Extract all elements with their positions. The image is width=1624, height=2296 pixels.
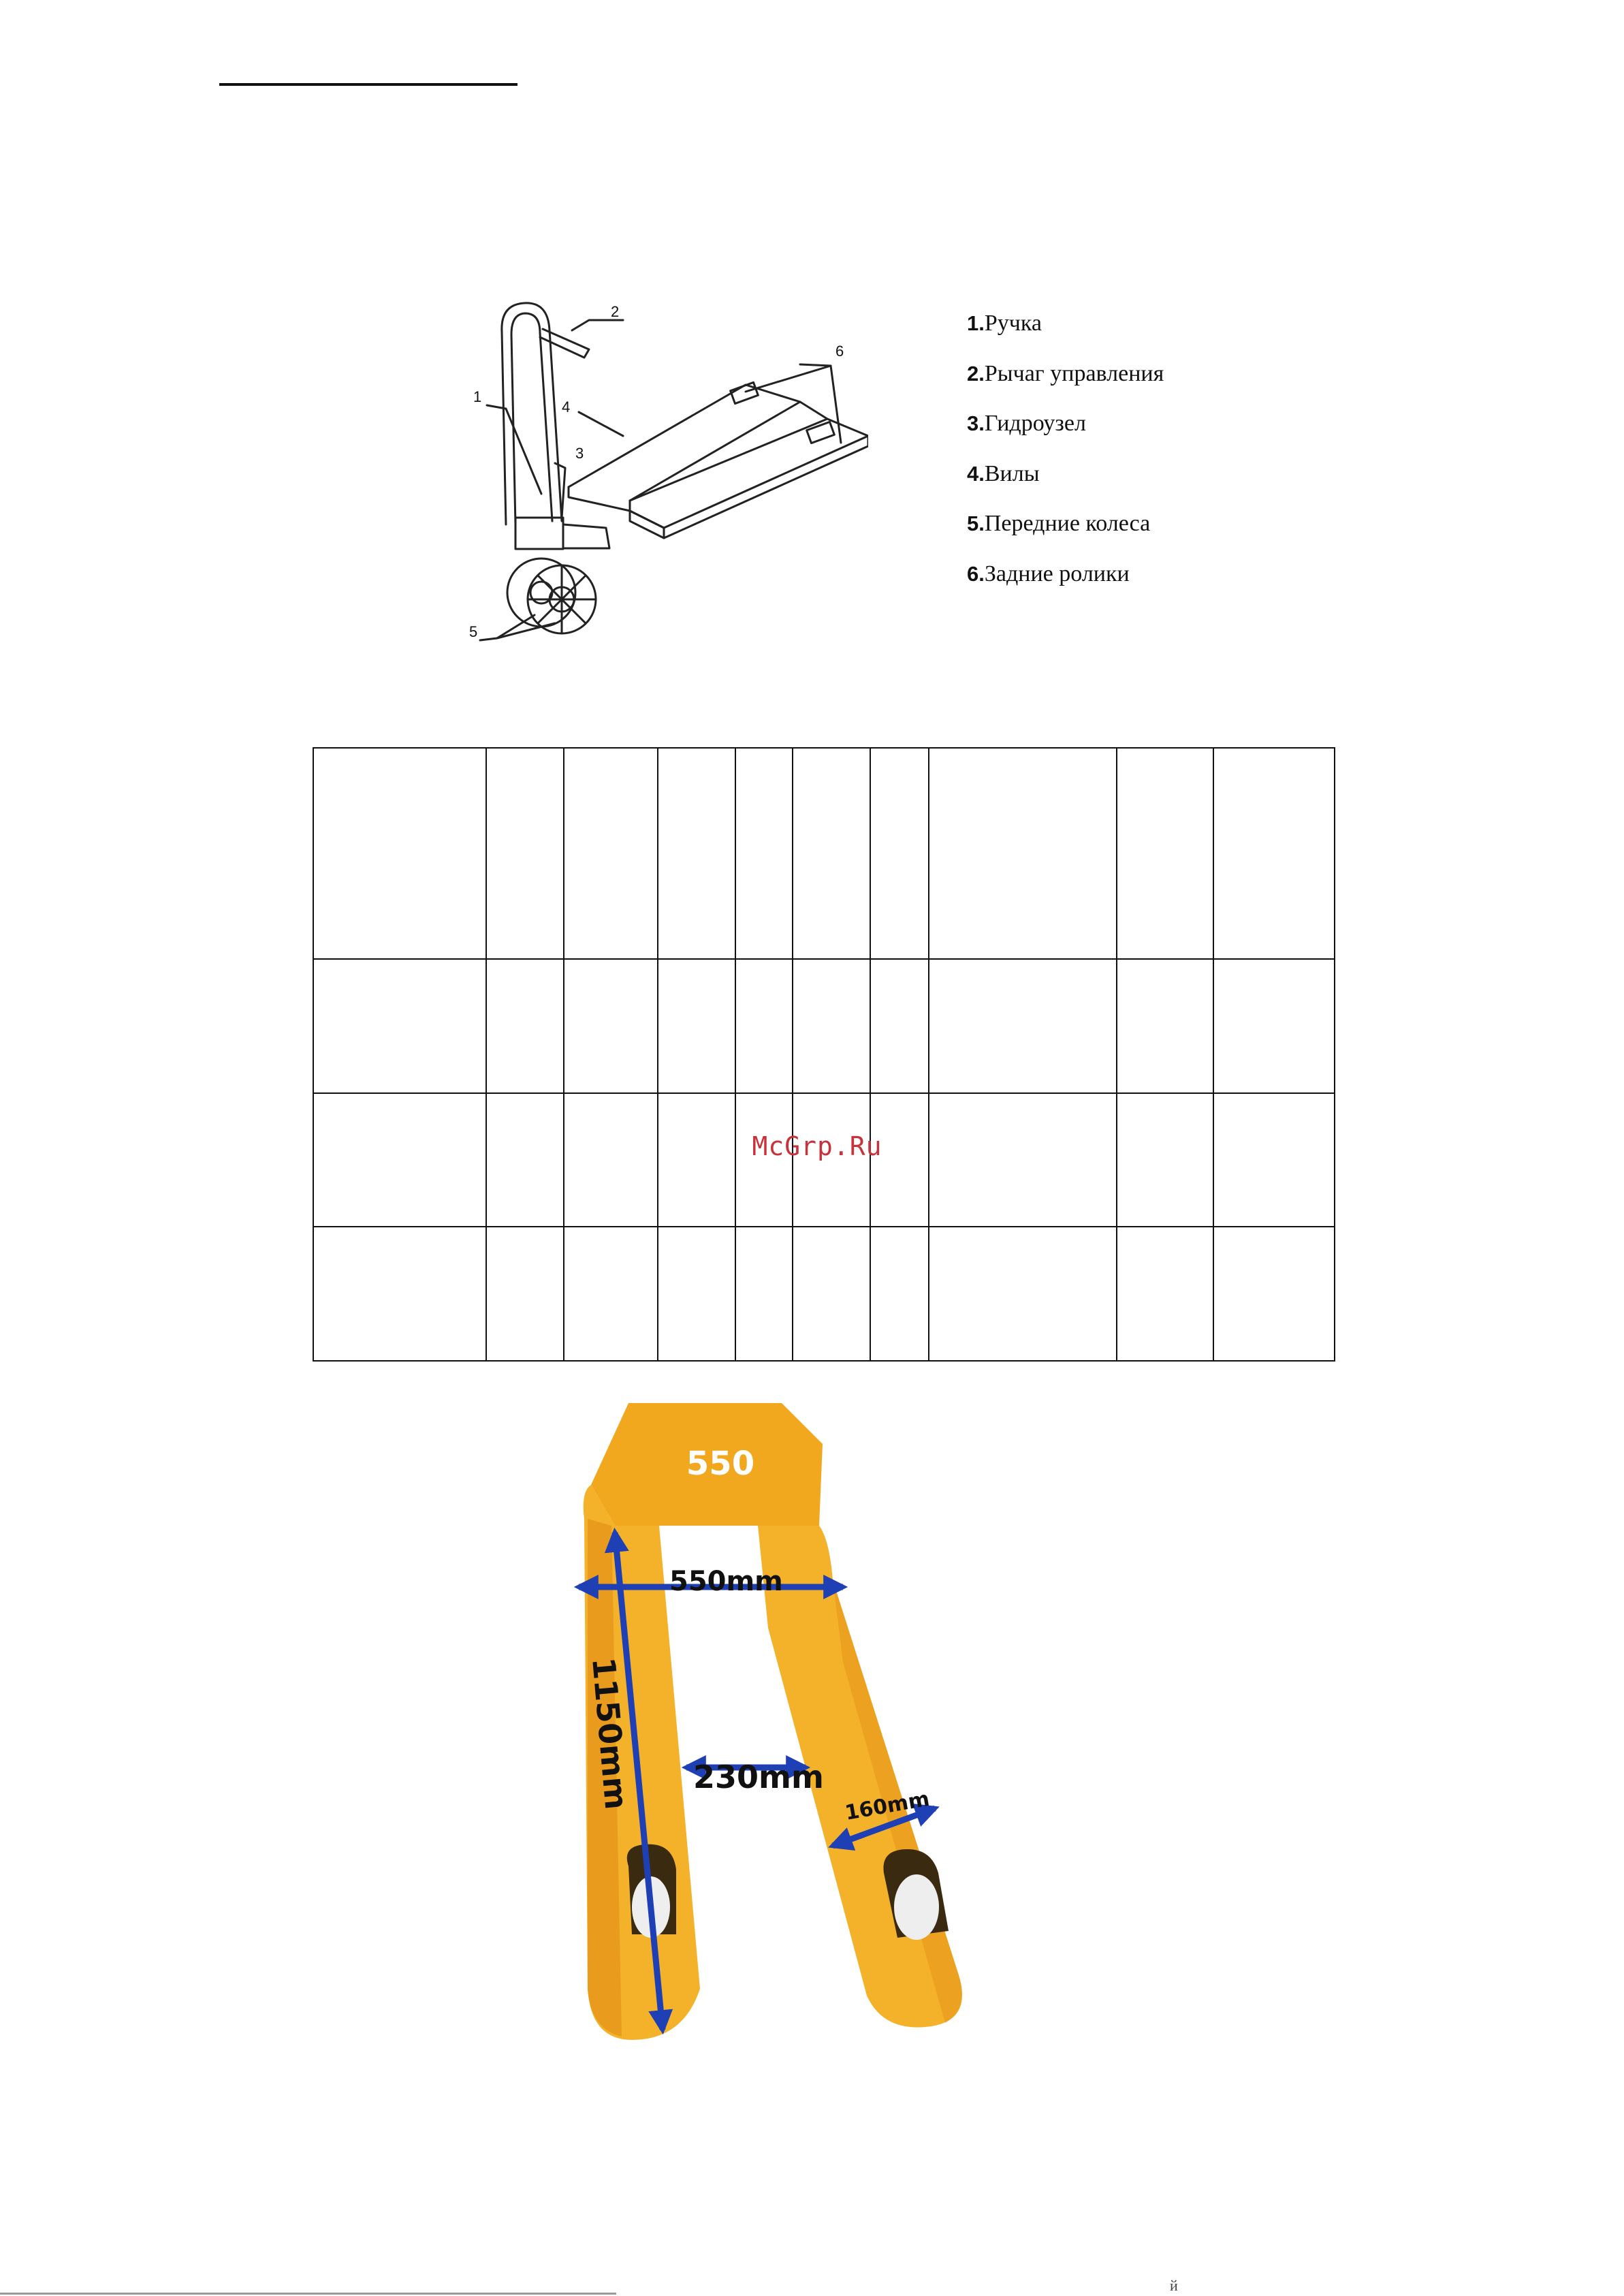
callout-4: 4 <box>562 398 571 415</box>
table-cell <box>1213 959 1335 1093</box>
spec-table <box>313 747 1335 1362</box>
callout-3: 3 <box>575 445 584 462</box>
legend-item: 3.Гидроузел <box>967 411 1086 436</box>
legend-item: 1.Ручка <box>967 311 1042 336</box>
table-row <box>313 1227 1335 1361</box>
table-cell <box>870 959 929 1093</box>
callout-5: 5 <box>469 623 478 640</box>
table-cell <box>658 959 735 1093</box>
table-cell <box>486 959 564 1093</box>
bottom-rule <box>0 2293 616 2295</box>
pallet-truck-diagram <box>460 289 868 671</box>
table-cell <box>658 748 735 959</box>
dim-fork-label: 160mm <box>843 1787 932 1825</box>
dim-length-label: 1150mm <box>585 1656 635 1811</box>
table-cell <box>793 959 870 1093</box>
callout-1: 1 <box>473 388 482 405</box>
table-cell <box>313 1093 486 1227</box>
table-cell <box>793 1227 870 1361</box>
table-cell <box>564 1093 658 1227</box>
dim-width-label: 550mm <box>669 1566 783 1597</box>
table-cell <box>929 748 1117 959</box>
table-cell <box>564 959 658 1093</box>
callout-6: 6 <box>835 343 844 360</box>
table-header-row <box>313 748 1335 959</box>
table-cell <box>313 1227 486 1361</box>
table-cell <box>870 748 929 959</box>
table-cell <box>1213 1093 1335 1227</box>
table-cell <box>486 748 564 959</box>
table-cell <box>313 959 486 1093</box>
table-cell <box>929 1227 1117 1361</box>
table-cell <box>929 1093 1117 1227</box>
table-cell <box>1117 1227 1213 1361</box>
table-cell <box>1117 1093 1213 1227</box>
table-row <box>313 959 1335 1093</box>
table-cell <box>1213 748 1335 959</box>
callout-2: 2 <box>611 303 620 320</box>
footer-mark: й <box>1170 2277 1178 2294</box>
table-cell <box>735 748 793 959</box>
watermark: McGrp.Ru <box>752 1131 882 1161</box>
parts-legend <box>967 312 1321 612</box>
table-cell <box>870 1227 929 1361</box>
top-rule <box>219 83 518 86</box>
table-cell <box>735 1227 793 1361</box>
table-cell <box>793 748 870 959</box>
table-cell <box>313 748 486 959</box>
table-cell <box>1213 1227 1335 1361</box>
table-cell <box>564 748 658 959</box>
table-cell <box>486 1227 564 1361</box>
table-cell <box>564 1227 658 1361</box>
table-cell <box>929 959 1117 1093</box>
table-cell <box>735 959 793 1093</box>
legend-item: 6.Задние ролики <box>967 561 1130 586</box>
table-cell <box>1117 959 1213 1093</box>
legend-item: 2.Рычаг управления <box>967 360 1164 386</box>
fork-dimensions-photo <box>564 1403 1061 2064</box>
table-cell <box>486 1093 564 1227</box>
table-cell <box>658 1093 735 1227</box>
dim-gap-label: 230mm <box>693 1759 824 1795</box>
model-label: 550 <box>686 1445 755 1483</box>
legend-item: 4.Вилы <box>967 460 1040 486</box>
table-cell <box>658 1227 735 1361</box>
legend-item: 5.Передние колеса <box>967 511 1151 536</box>
table-cell <box>1117 748 1213 959</box>
